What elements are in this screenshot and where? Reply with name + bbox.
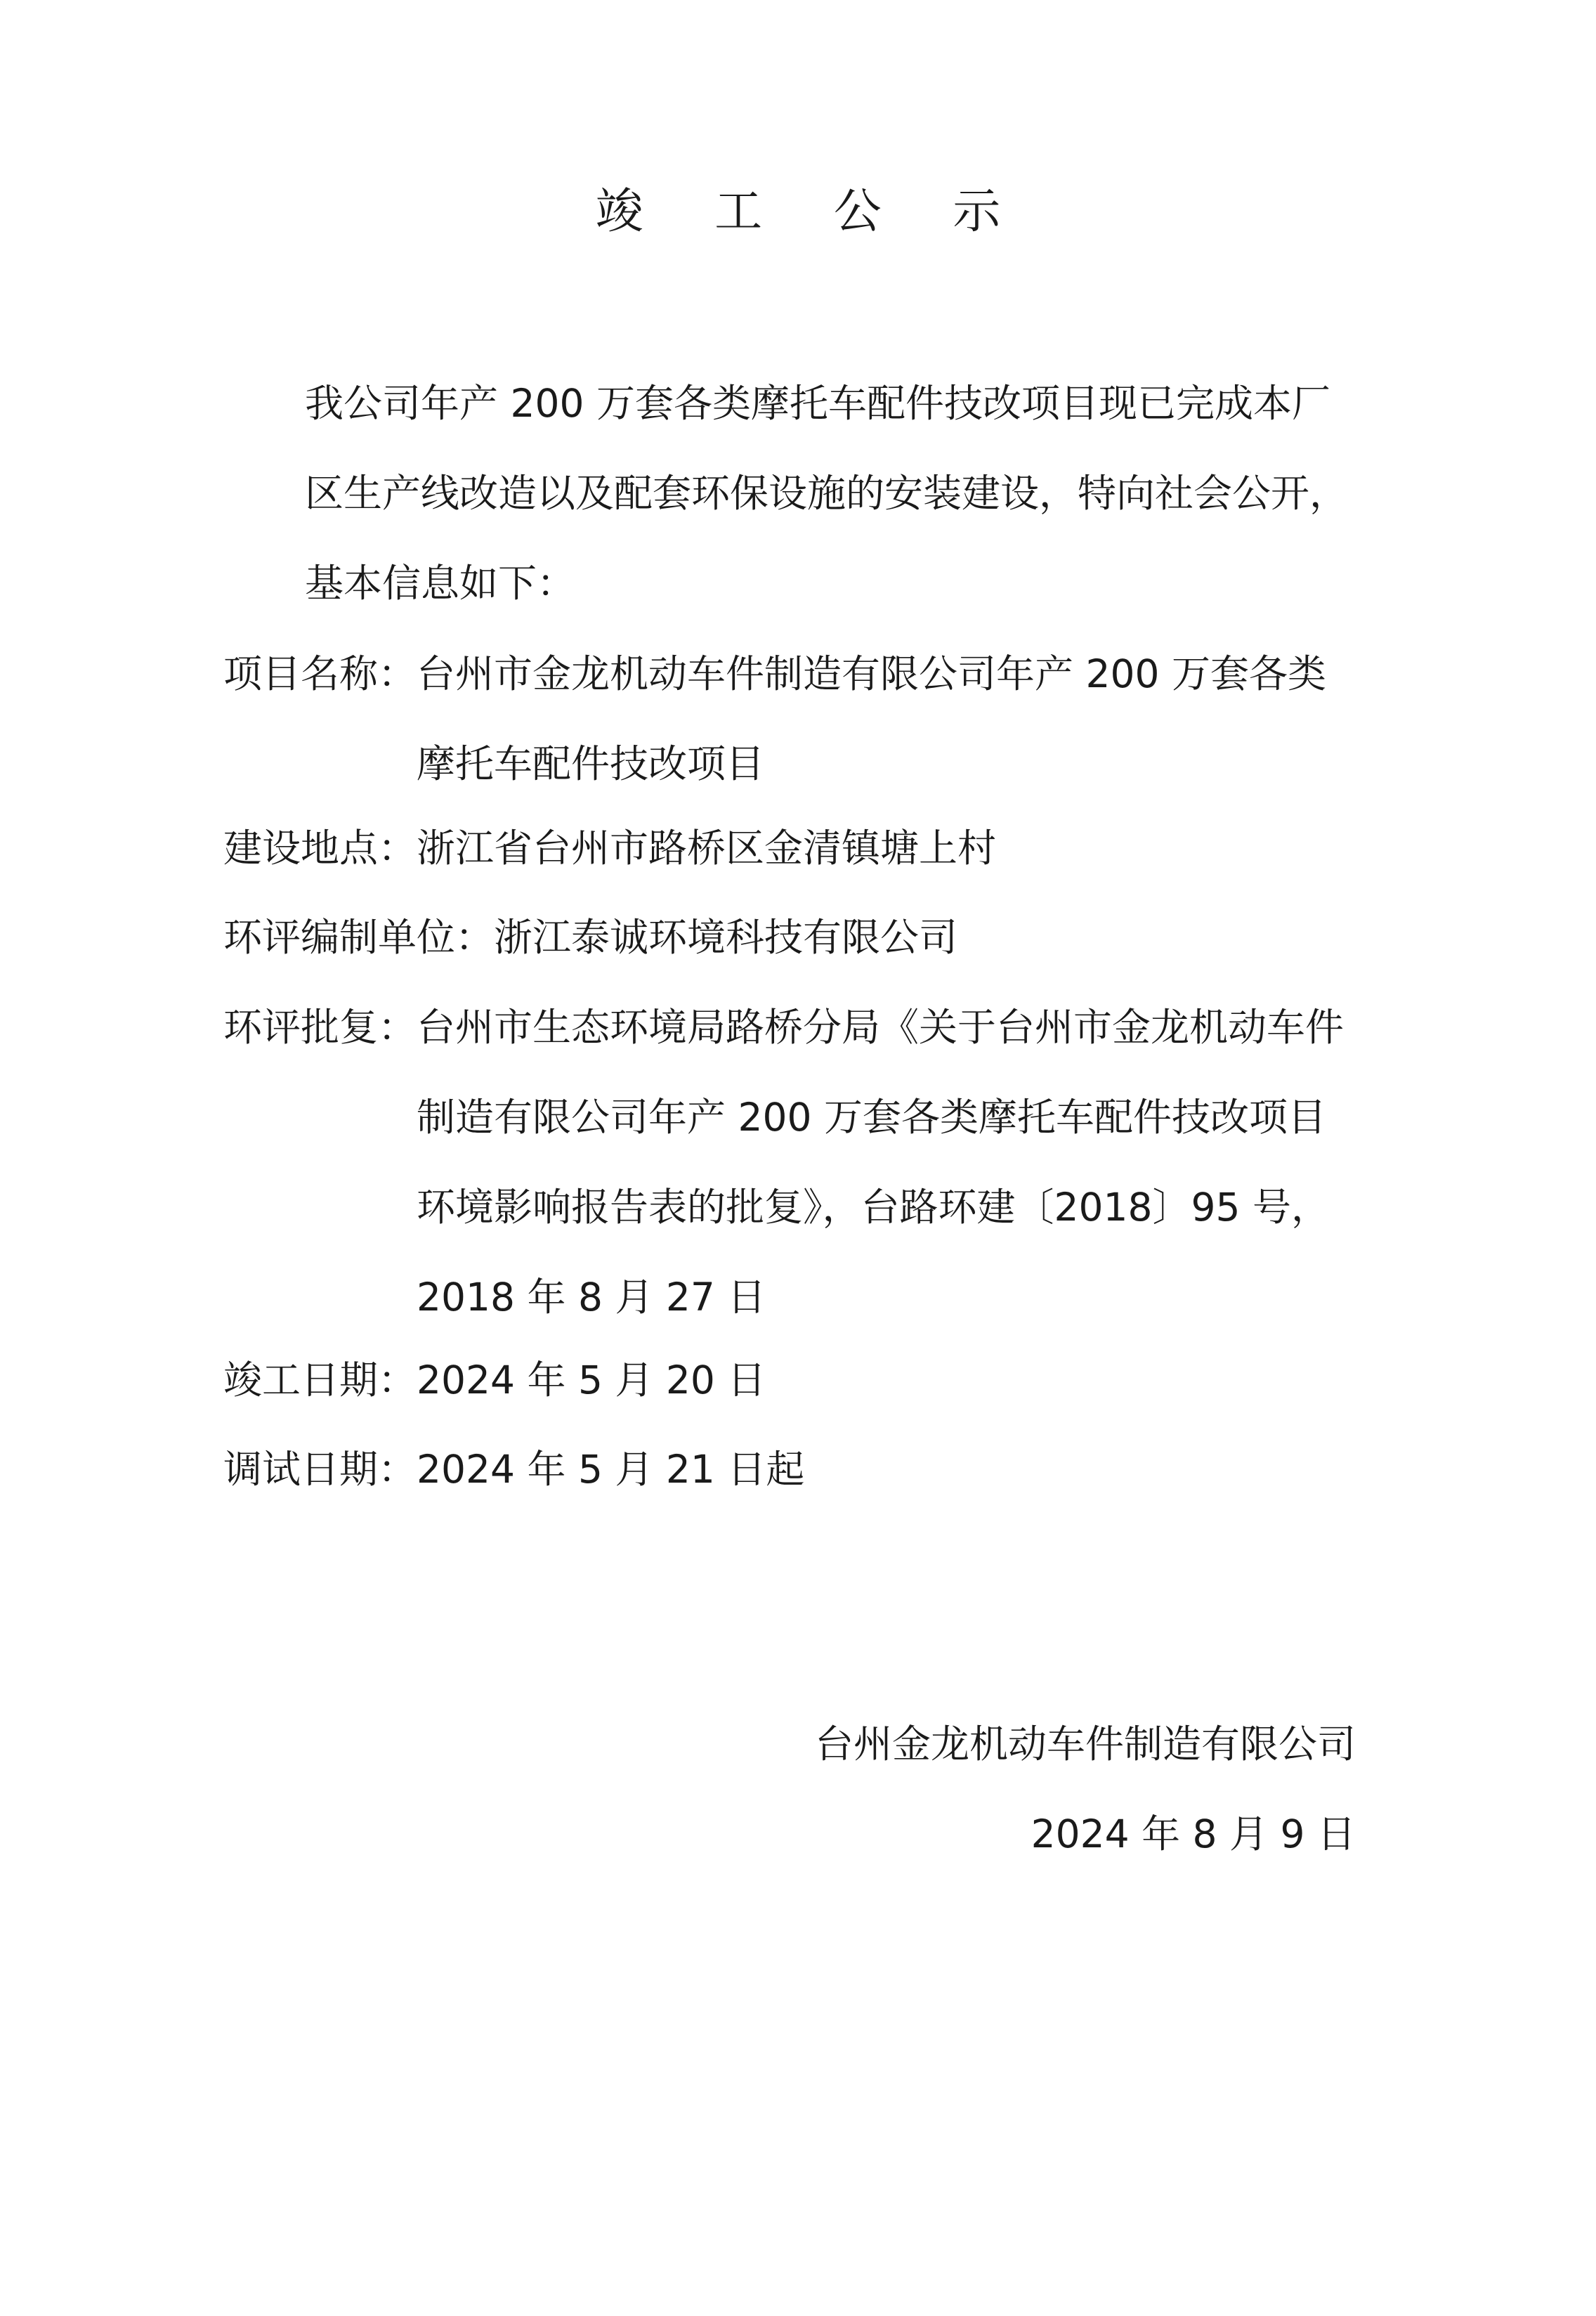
eia-unit-value: 浙江泰诚环境科技有限公司 (494, 915, 958, 960)
debug-date-label: 调试日期： (223, 1447, 417, 1492)
eia-unit-label: 环评编制单位： (223, 915, 495, 960)
field-project-name (223, 629, 1356, 809)
field-completion-date (223, 1335, 1356, 1425)
signature-date: 2024 年 8 月 9 日 (1031, 1811, 1356, 1856)
project-name-label: 项目名称： (223, 651, 417, 696)
completion-date-label: 竣工日期： (223, 1358, 417, 1403)
document-title: 竣 工 公 示 (595, 184, 1029, 240)
eia-approval-label: 环评批复： (223, 1005, 417, 1050)
field-location (223, 803, 1356, 893)
completion-date-value: 2024 年 5 月 20 日 (417, 1358, 766, 1403)
project-name-value: 台州市金龙机动车件制造有限公司年产 200 万套各类摩托车配件技改项目 (417, 651, 1326, 786)
eia-approval-value: 台州市生态环境局路桥分局《关于台州市金龙机动车件制造有限公司年产 200 万套各类摩托车配件技改项目环境影响报告表的批复》，台路环建〔2018〕95 号，2018 年 8 月 27 日 (417, 1005, 1345, 1320)
field-eia-unit (223, 892, 1356, 982)
field-eia-approval (223, 982, 1356, 1342)
intro-paragraph (223, 358, 1356, 628)
intro-text: 我公司年产 200 万套各类摩托车配件技改项目现已完成本厂区生产线改造以及配套环保设施的安装建设，特向社会公开，基本信息如下： (305, 381, 1349, 606)
location-value: 浙江省台州市路桥区金清镇塘上村 (417, 826, 997, 871)
debug-date-value: 2024 年 5 月 21 日起 (417, 1447, 805, 1492)
signature-company: 台州金龙机动车件制造有限公司 (814, 1722, 1356, 1767)
location-label: 建设地点： (223, 826, 417, 871)
field-debug-date (223, 1424, 1356, 1514)
